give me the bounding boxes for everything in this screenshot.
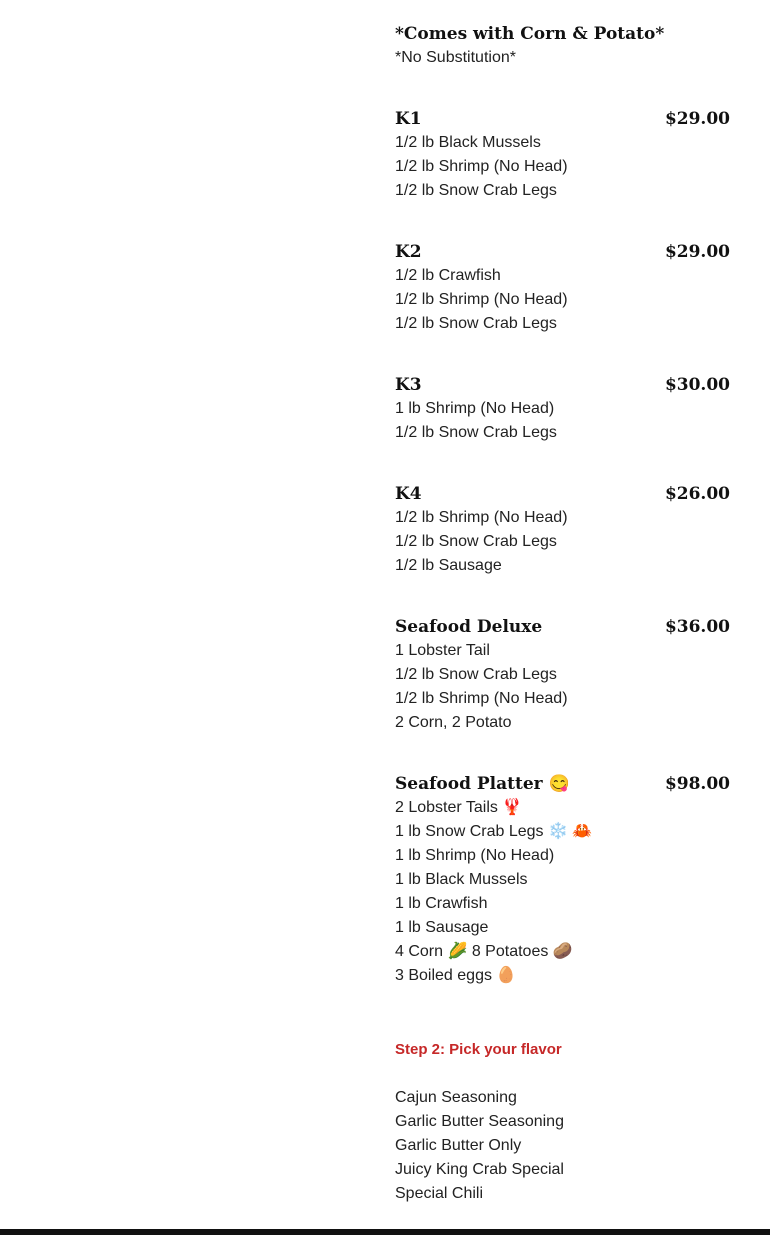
menu-item-line: 1/2 lb Shrimp (No Head) bbox=[395, 158, 568, 175]
intro-title: *Comes with Corn & Potato* bbox=[395, 24, 665, 44]
menu-item-header bbox=[395, 240, 730, 264]
flavor-option: Cajun Seasoning bbox=[395, 1089, 517, 1106]
menu-section bbox=[395, 22, 730, 1206]
menu-item-line: 1/2 lb Shrimp (No Head) bbox=[395, 690, 568, 707]
menu-item-name: Seafood Platter 😋 bbox=[395, 774, 570, 794]
menu-item-header bbox=[395, 373, 730, 397]
menu-item-line: 1/2 lb Snow Crab Legs bbox=[395, 533, 557, 550]
menu-item-contents bbox=[395, 639, 730, 735]
menu-item-header bbox=[395, 107, 730, 131]
menu-item-line: 2 Lobster Tails 🦞 bbox=[395, 799, 523, 816]
menu-item bbox=[395, 107, 730, 203]
menu-item-contents bbox=[395, 264, 730, 336]
menu-item-line: 1/2 lb Snow Crab Legs bbox=[395, 182, 557, 199]
menu-item-price: $98.00 bbox=[664, 774, 730, 794]
menu-item-contents bbox=[395, 131, 730, 203]
menu-item-line: 1 lb Shrimp (No Head) bbox=[395, 847, 555, 864]
menu-item bbox=[395, 482, 730, 578]
step-2-title: Step 2: Pick your flavor bbox=[395, 1041, 562, 1058]
menu-item-price: $26.00 bbox=[664, 484, 730, 504]
flavor-list bbox=[395, 1086, 730, 1206]
flavor-option: Special Chili bbox=[395, 1185, 484, 1202]
menu-item-line: 1/2 lb Black Mussels bbox=[395, 134, 541, 151]
menu-item-line: 4 Corn 🌽 8 Potatoes 🥔 bbox=[395, 943, 573, 960]
menu-item bbox=[395, 772, 730, 988]
menu-item-header bbox=[395, 772, 730, 796]
menu-item-line: 1/2 lb Crawfish bbox=[395, 267, 501, 284]
menu-item-contents bbox=[395, 397, 730, 445]
step-2-section bbox=[395, 1038, 730, 1206]
menu-item-line: 1/2 lb Shrimp (No Head) bbox=[395, 291, 568, 308]
menu-item-line: 1 lb Sausage bbox=[395, 919, 489, 936]
menu-items bbox=[395, 107, 730, 988]
flavor-option: Garlic Butter Seasoning bbox=[395, 1113, 564, 1130]
flavor-option: Juicy King Crab Special bbox=[395, 1161, 564, 1178]
menu-item-name: K4 bbox=[395, 484, 422, 504]
menu-item-line: 1/2 lb Snow Crab Legs bbox=[395, 315, 557, 332]
menu-item-line: 1/2 lb Snow Crab Legs bbox=[395, 424, 557, 441]
menu-item-name: K3 bbox=[395, 375, 422, 395]
menu-item-price: $30.00 bbox=[664, 375, 730, 395]
menu-item-price: $29.00 bbox=[664, 109, 730, 129]
menu-item-line: 2 Corn, 2 Potato bbox=[395, 714, 512, 731]
menu-item-line: 1/2 lb Snow Crab Legs bbox=[395, 666, 557, 683]
menu-item-name: K1 bbox=[395, 109, 422, 129]
menu-item-line: 1 Lobster Tail bbox=[395, 642, 490, 659]
menu-item-header bbox=[395, 482, 730, 506]
menu-item-price: $36.00 bbox=[664, 617, 730, 637]
menu-item-name: Seafood Deluxe bbox=[395, 617, 543, 637]
menu-item-line: 1 lb Crawfish bbox=[395, 895, 488, 912]
menu-item-name: K2 bbox=[395, 242, 422, 262]
menu-item-line: 1 lb Black Mussels bbox=[395, 871, 528, 888]
menu-item-line: 1 lb Shrimp (No Head) bbox=[395, 400, 555, 417]
menu-item bbox=[395, 373, 730, 445]
menu-item bbox=[395, 615, 730, 735]
menu-item-contents bbox=[395, 506, 730, 578]
menu-item-contents bbox=[395, 796, 730, 988]
menu-item-line: 3 Boiled eggs 🥚 bbox=[395, 967, 517, 984]
menu-item-line: 1 lb Snow Crab Legs ❄️ 🦀 bbox=[395, 823, 593, 840]
bottom-bar bbox=[0, 1229, 770, 1235]
menu-item-line: 1/2 lb Shrimp (No Head) bbox=[395, 509, 568, 526]
menu-item-price: $29.00 bbox=[664, 242, 730, 262]
menu-item-line: 1/2 lb Sausage bbox=[395, 557, 502, 574]
intro-note: *No Substitution* bbox=[395, 49, 516, 66]
flavor-option: Garlic Butter Only bbox=[395, 1137, 522, 1154]
menu-item bbox=[395, 240, 730, 336]
menu-item-header bbox=[395, 615, 730, 639]
